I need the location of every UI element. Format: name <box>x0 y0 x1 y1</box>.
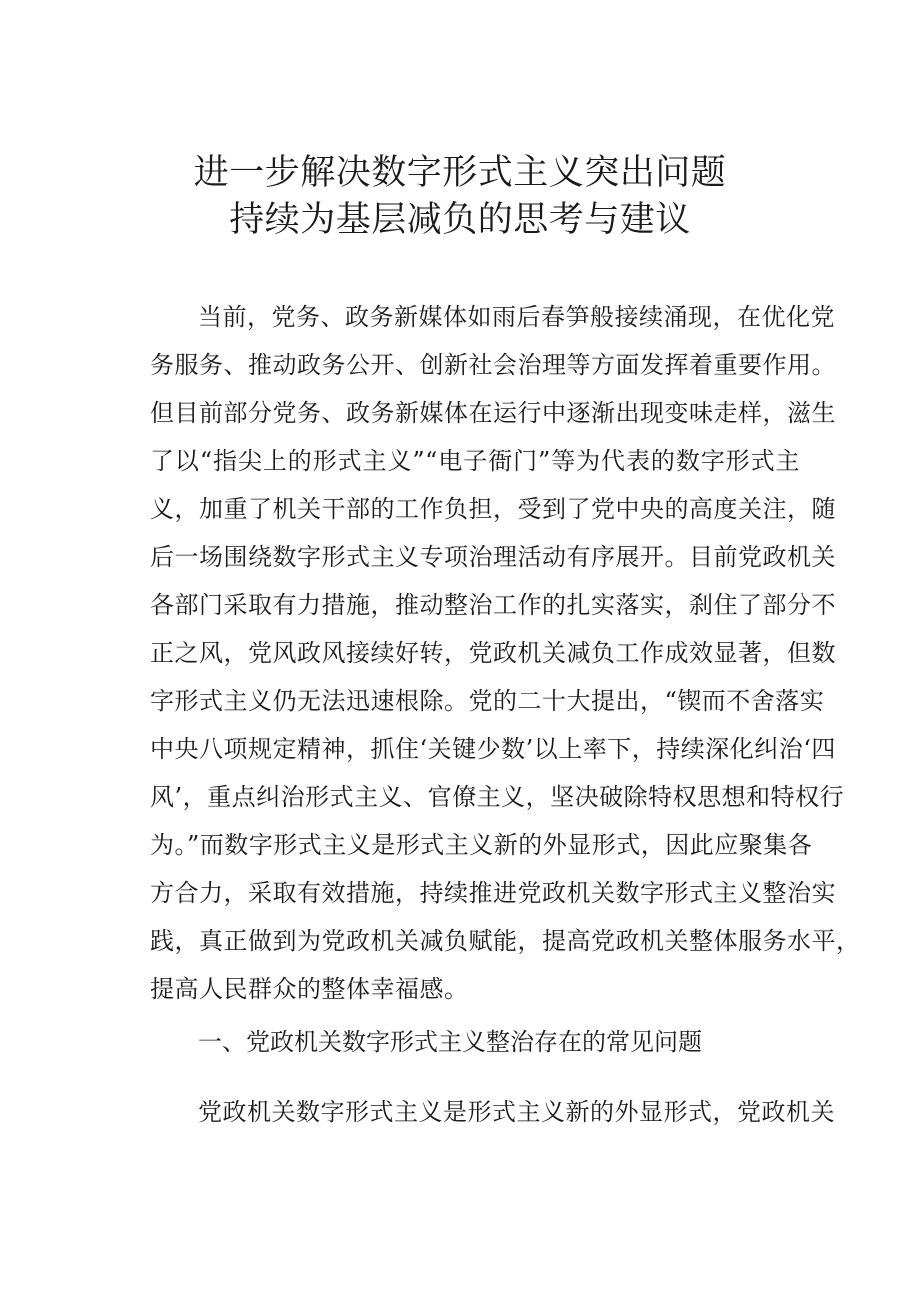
paragraph-line: 当前，党务、政务新媒体如雨后春笋般接续涌现，在优化党 <box>198 303 835 331</box>
paragraph-line: 中央八项规定精神，抓住‘关键少数’以上率下，持续深化纠治‘四 <box>150 735 836 763</box>
title-line-1: 进一步解决数字形式主义突出问题 <box>193 153 727 193</box>
paragraph-line: 后一场围绕数字形式主义专项治理活动有序展开。目前党政机关 <box>150 543 836 571</box>
paragraph-line: 提高人民群众的整体幸福感。 <box>150 975 469 1003</box>
paragraph-line: 党政机关数字形式主义是形式主义新的外显形式，党政机关 <box>198 1098 835 1126</box>
paragraph-2 <box>150 1088 835 1136</box>
paragraph-line: 务服务、推动政务公开、创新社会治理等方面发挥着重要作用。 <box>150 351 836 379</box>
section-heading-1: 一、党政机关数字形式主义整治存在的常见问题 <box>198 1028 702 1056</box>
paragraph-line: 各部门采取有力措施，推动整治工作的扎实落实，刹住了部分不 <box>150 591 836 619</box>
paragraph-line: 践，真正做到为党政机关减负赋能，提高党政机关整体服务水平， <box>150 927 861 955</box>
paragraph-1 <box>150 293 861 1013</box>
paragraph-line: 为。”而数字形式主义是形式主义新的外显形式，因此应聚集各 <box>150 831 813 859</box>
paragraph-line: 但目前部分党务、政务新媒体在运行中逐渐出现变味走样，滋生 <box>150 399 836 427</box>
paragraph-line: 义，加重了机关干部的工作负担，受到了党中央的高度关注，随 <box>150 495 836 523</box>
paragraph-line: 了以“指尖上的形式主义”“电子衙门”等为代表的数字形式主 <box>150 447 800 475</box>
paragraph-line: 风’，重点纠治形式主义、官僚主义，坚决破除特权思想和特权行 <box>150 783 845 811</box>
title-line-2: 持续为基层减负的思考与建议 <box>229 200 691 240</box>
paragraph-line: 字形式主义仍无法迅速根除。党的二十大提出，“锲而不舍落实 <box>150 687 825 715</box>
paragraph-line: 方合力，采取有效措施，持续推进党政机关数字形式主义整治实 <box>150 879 836 907</box>
paragraph-line: 正之风，党风政风接续好转，党政机关减负工作成效显著，但数 <box>150 639 836 667</box>
document-title <box>0 150 920 244</box>
